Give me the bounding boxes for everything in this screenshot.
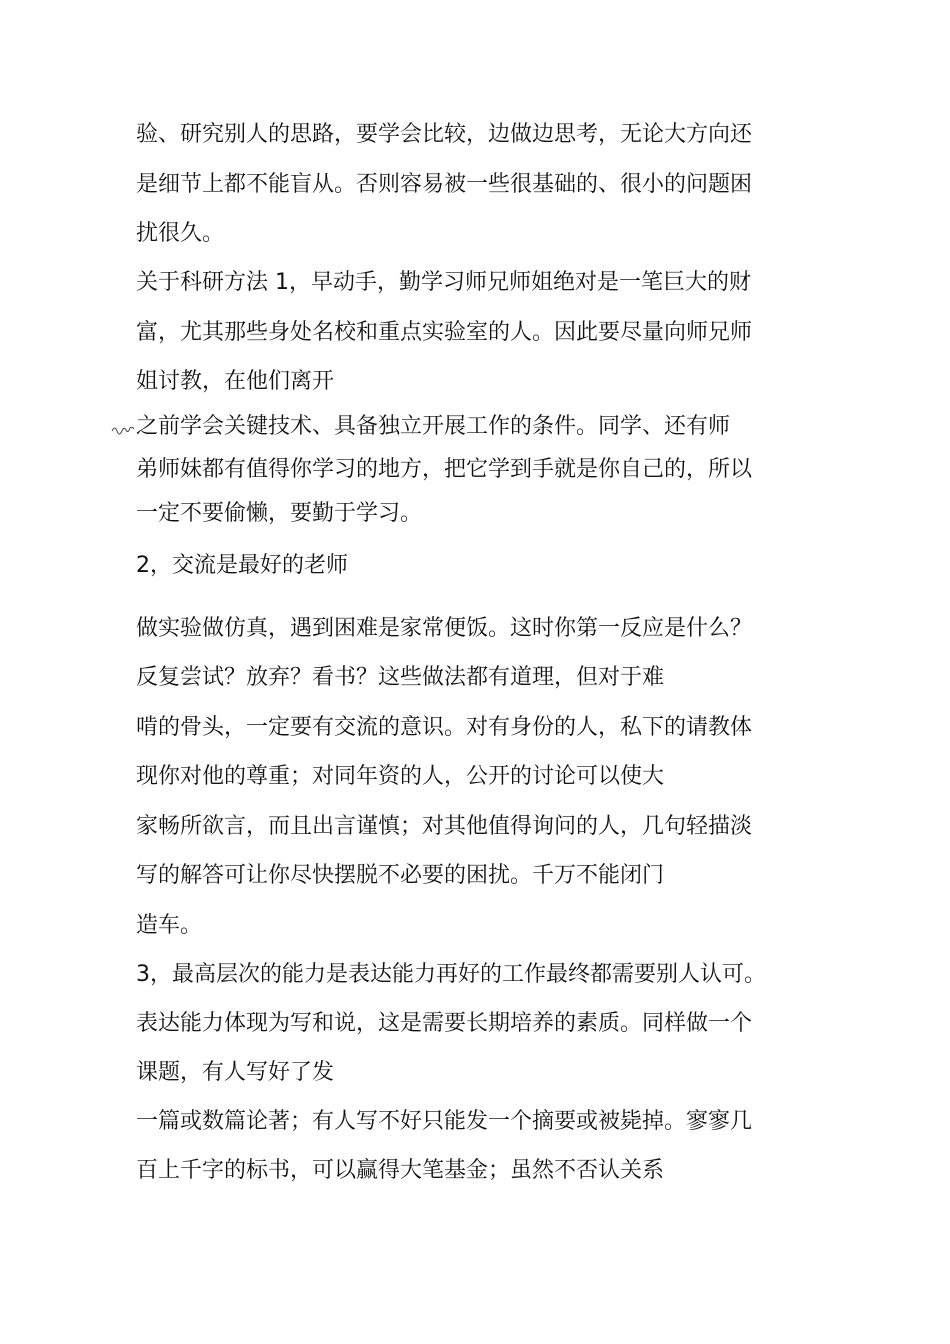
scribble-mark-icon — [110, 417, 136, 437]
text-line-content: 之前学会关键技术、具备独立开展工作的条件。同学、还有师 — [136, 414, 731, 439]
text-line: 做实验做仿真，遇到困难是家常便饭。这时你第一反应是什么？ — [136, 616, 753, 641]
text-line: 关于科研方法 1，早动手，勤学习师兄师姐绝对是一笔巨大的财 — [136, 270, 751, 295]
text-line: 造车。 — [136, 913, 203, 938]
text-line: 啃的骨头，一定要有交流的意识。对有身份的人，私下的请教体 — [136, 715, 753, 740]
text-line: 姐讨教，在他们离开 — [136, 369, 335, 394]
text-line-with-mark — [136, 412, 730, 442]
text-line: 百上千字的标书，可以赢得大笔基金；虽然不否认关系 — [136, 1158, 665, 1183]
text-line: 验、研究别人的思路，要学会比较，边做边思考，无论大方向还 — [136, 122, 753, 147]
section-heading: 2，交流是最好的老师 — [136, 553, 348, 578]
text-line: 家畅所欲言，而且出言谨慎；对其他值得询问的人，几句轻描淡 — [136, 814, 753, 839]
text-line: 富，尤其那些身处名校和重点实验室的人。因此要尽量向师兄师 — [136, 320, 753, 345]
text-line: 写的解答可让你尽快摆脱不必要的困扰。千万不能闭门 — [136, 863, 665, 888]
text-line: 扰很久。 — [136, 221, 225, 246]
text-line: 是细节上都不能盲从。否则容易被一些很基础的、很小的问题困 — [136, 172, 753, 197]
text-line: 反复尝试？放弃？看书？这些做法都有道理，但对于难 — [136, 665, 665, 690]
text-line: 课题，有人写好了发 — [136, 1060, 335, 1085]
section-heading: 3，最高层次的能力是表达能力再好的工作最终都需要别人认可。 — [136, 962, 766, 987]
text-line: 现你对他的尊重；对同年资的人，公开的讨论可以使大 — [136, 764, 665, 789]
text-line: 一定不要偷懒，要勤于学习。 — [136, 501, 423, 526]
text-line: 弟师妹都有值得你学习的地方，把它学到手就是你自己的，所以 — [136, 457, 753, 482]
text-line: 表达能力体现为写和说，这是需要长期培养的素质。同样做一个 — [136, 1011, 753, 1036]
text-line: 一篇或数篇论著；有人写不好只能发一个摘要或被毙掉。寥寥几 — [136, 1109, 753, 1134]
